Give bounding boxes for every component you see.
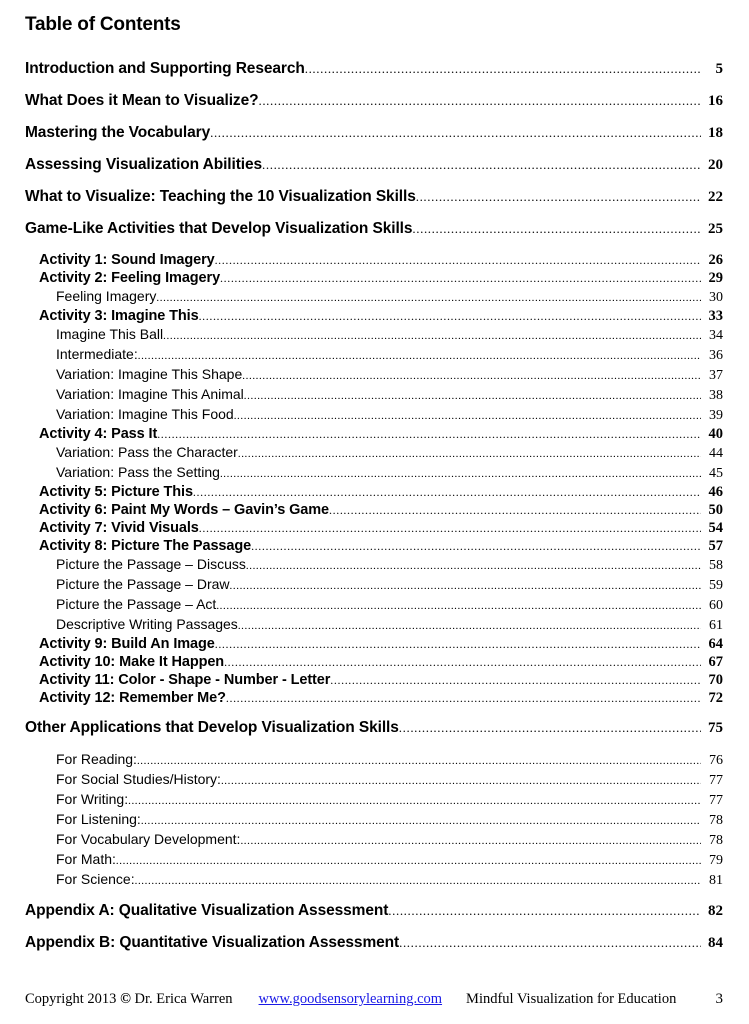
toc-leader-dots: [138, 351, 701, 365]
toc-leader-dots: [262, 158, 701, 174]
toc-entry[interactable]: [25, 934, 723, 952]
toc-entry-page-number: 75: [708, 720, 723, 736]
toc-entry-label: Activity 12: Remember Me?: [39, 690, 226, 706]
toc-entry-label: Activity 11: Color - Shape - Number - Letter: [39, 672, 331, 688]
toc-entry[interactable]: [25, 252, 723, 269]
toc-leader-dots: [242, 371, 701, 385]
toc-entry[interactable]: [25, 556, 723, 575]
toc-entry-page-number: 30: [709, 290, 723, 305]
toc-entry[interactable]: [25, 654, 723, 671]
toc-entry[interactable]: [25, 791, 723, 810]
toc-entry-page-number: 44: [709, 446, 723, 461]
toc-entry-label: For Listening:: [56, 811, 141, 827]
toc-entry-label: Descriptive Writing Passages: [56, 616, 238, 632]
toc-entry-label: Introduction and Supporting Research: [25, 60, 305, 77]
toc-leader-dots: [157, 428, 701, 443]
toc-entry[interactable]: [25, 308, 723, 325]
toc-entry[interactable]: [25, 60, 723, 78]
toc-entry[interactable]: [25, 811, 723, 830]
toc-entry-label: What Does it Mean to Visualize?: [25, 92, 259, 109]
toc-entry-label: Appendix B: Quantitative Visualization Assessment: [25, 934, 400, 951]
toc-entry-page-number: 46: [708, 484, 723, 500]
toc-entry-label: Activity 7: Vivid Visuals: [39, 520, 199, 536]
toc-leader-dots: [305, 62, 701, 78]
toc-entry-label: Game-Like Activities that Develop Visualization Skills: [25, 220, 413, 237]
toc-leader-dots: [215, 638, 701, 653]
toc-leader-dots: [116, 856, 701, 870]
toc-entry[interactable]: [25, 220, 723, 238]
toc-entry[interactable]: [25, 672, 723, 689]
copyright-icon: ©: [120, 991, 131, 1007]
toc-entry-page-number: 82: [708, 903, 723, 919]
toc-entry[interactable]: [25, 464, 723, 483]
toc-entry[interactable]: [25, 520, 723, 537]
book-title: Mindful Visualization for Education: [466, 991, 677, 1007]
toc-entry-label: Activity 6: Paint My Words – Gavin’s Game: [39, 502, 330, 518]
table-of-contents-list: [25, 60, 723, 952]
toc-leader-dots: [226, 692, 701, 707]
toc-leader-dots: [220, 272, 701, 287]
toc-entry[interactable]: [25, 366, 723, 385]
toc-entry-page-number: 33: [708, 308, 723, 324]
toc-entry-label: Imagine This Ball: [56, 326, 164, 342]
toc-entry-label: Picture the Passage – Act: [56, 596, 217, 612]
page-title: Table of Contents: [25, 14, 181, 35]
toc-entry-page-number: 61: [709, 618, 723, 633]
toc-leader-dots: [135, 876, 701, 890]
toc-entry[interactable]: [25, 771, 723, 790]
toc-entry-page-number: 26: [708, 252, 723, 268]
toc-entry-label: Picture the Passage – Discuss: [56, 556, 246, 572]
toc-entry-page-number: 77: [709, 773, 723, 788]
toc-entry[interactable]: [25, 124, 723, 142]
toc-entry-page-number: 5: [715, 61, 723, 77]
toc-entry-label: Other Applications that Develop Visualization Skills: [25, 719, 399, 736]
toc-entry-page-number: 59: [709, 578, 723, 593]
footer-page-number: 3: [715, 991, 723, 1007]
toc-entry-label: Feeling Imagery: [56, 288, 157, 304]
toc-entry-page-number: 39: [709, 408, 723, 423]
toc-entry[interactable]: [25, 406, 723, 425]
website-link[interactable]: www.goodsensorylearning.com: [258, 991, 443, 1007]
toc-entry-page-number: 60: [709, 598, 723, 613]
toc-entry-page-number: 67: [708, 654, 723, 670]
toc-entry[interactable]: [25, 719, 723, 737]
toc-entry-label: For Vocabulary Development:: [56, 831, 241, 847]
toc-entry-page-number: 76: [709, 753, 723, 768]
toc-entry-label: Assessing Visualization Abilities: [25, 156, 263, 173]
toc-entry-label: Variation: Imagine This Animal: [56, 386, 244, 402]
toc-entry-label: Variation: Pass the Character: [56, 444, 238, 460]
toc-leader-dots: [210, 126, 701, 142]
toc-entry-page-number: 77: [709, 793, 723, 808]
toc-entry[interactable]: [25, 636, 723, 653]
toc-entry[interactable]: [25, 502, 723, 519]
toc-entry-page-number: 50: [708, 502, 723, 518]
toc-entry-page-number: 81: [709, 873, 723, 888]
toc-entry[interactable]: [25, 831, 723, 850]
toc-entry-label: Picture the Passage – Draw: [56, 576, 230, 592]
toc-leader-dots: [330, 674, 701, 689]
toc-entry[interactable]: [25, 616, 723, 635]
toc-entry-label: What to Visualize: Teaching the 10 Visualization Skills: [25, 188, 416, 205]
toc-entry-page-number: 78: [709, 813, 723, 828]
toc-leader-dots: [399, 936, 701, 952]
toc-leader-dots: [240, 836, 701, 850]
toc-entry-page-number: 54: [708, 520, 723, 536]
toc-leader-dots: [258, 94, 701, 110]
toc-entry[interactable]: [25, 444, 723, 463]
toc-entry[interactable]: [25, 484, 723, 501]
toc-leader-dots: [163, 331, 701, 345]
toc-leader-dots: [388, 904, 701, 920]
toc-leader-dots: [234, 411, 701, 425]
toc-leader-dots: [230, 581, 701, 595]
toc-leader-dots: [128, 796, 701, 810]
toc-entry[interactable]: [25, 326, 723, 345]
toc-entry[interactable]: [25, 346, 723, 365]
toc-entry[interactable]: [25, 270, 723, 287]
toc-leader-dots: [224, 656, 701, 671]
copyright-notice: Copyright 2013 © Dr. Erica Warren: [25, 991, 233, 1007]
toc-leader-dots: [416, 190, 701, 206]
toc-leader-dots: [156, 293, 701, 307]
toc-entry[interactable]: [25, 751, 723, 770]
toc-entry[interactable]: [25, 851, 723, 870]
toc-entry-label: Activity 10: Make It Happen: [39, 654, 225, 670]
toc-entry-label: Activity 9: Build An Image: [39, 636, 215, 652]
toc-entry-label: Variation: Imagine This Shape: [56, 366, 243, 382]
toc-entry-page-number: 16: [708, 93, 723, 109]
toc-entry-label: Activity 4: Pass It: [39, 426, 158, 442]
toc-leader-dots: [199, 310, 701, 325]
toc-entry-label: Activity 5: Picture This: [39, 484, 193, 500]
toc-entry-label: Activity 2: Feeling Imagery: [39, 270, 221, 286]
toc-leader-dots: [246, 561, 701, 575]
toc-entry-page-number: 34: [709, 328, 723, 343]
toc-entry-page-number: 78: [709, 833, 723, 848]
toc-leader-dots: [238, 621, 701, 635]
toc-leader-dots: [193, 486, 701, 501]
toc-entry[interactable]: [25, 288, 723, 307]
toc-entry[interactable]: [25, 188, 723, 206]
toc-entry[interactable]: [25, 538, 723, 555]
toc-entry[interactable]: [25, 596, 723, 615]
toc-entry-page-number: 72: [708, 690, 723, 706]
toc-entry[interactable]: [25, 156, 723, 174]
toc-entry-page-number: 20: [708, 157, 723, 173]
toc-entry[interactable]: [25, 902, 723, 920]
toc-leader-dots: [220, 469, 701, 483]
toc-entry-page-number: 38: [709, 388, 723, 403]
toc-entry-page-number: 40: [708, 426, 723, 442]
toc-leader-dots: [199, 522, 701, 537]
toc-entry-label: Intermediate:: [56, 346, 138, 362]
toc-entry[interactable]: [25, 386, 723, 405]
toc-entry-page-number: 29: [708, 270, 723, 286]
toc-entry-page-number: 64: [708, 636, 723, 652]
page-footer: [25, 991, 723, 1008]
toc-entry[interactable]: [25, 576, 723, 595]
toc-leader-dots: [216, 601, 701, 615]
toc-entry-page-number: 70: [708, 672, 723, 688]
toc-entry-label: Variation: Imagine This Food: [56, 406, 234, 422]
toc-entry-label: For Social Studies/History:: [56, 771, 221, 787]
toc-entry-page-number: 58: [709, 558, 723, 573]
toc-entry-label: Activity 1: Sound Imagery: [39, 252, 215, 268]
toc-entry[interactable]: [25, 426, 723, 443]
toc-entry-page-number: 25: [708, 221, 723, 237]
toc-entry-page-number: 22: [708, 189, 723, 205]
toc-entry-label: For Writing:: [56, 791, 129, 807]
toc-leader-dots: [251, 540, 701, 555]
toc-leader-dots: [215, 254, 701, 269]
toc-entry[interactable]: [25, 690, 723, 707]
toc-entry-page-number: 18: [708, 125, 723, 141]
toc-entry[interactable]: [25, 871, 723, 890]
toc-entry-page-number: 84: [708, 935, 723, 951]
toc-leader-dots: [141, 816, 701, 830]
toc-entry-label: Activity 8: Picture The Passage: [39, 538, 252, 554]
toc-entry-label: For Science:: [56, 871, 135, 887]
toc-leader-dots: [329, 504, 701, 519]
toc-entry-page-number: 37: [709, 368, 723, 383]
toc-entry-page-number: 36: [709, 348, 723, 363]
toc-entry-label: For Reading:: [56, 751, 137, 767]
toc-entry-page-number: 45: [709, 466, 723, 481]
toc-leader-dots: [399, 721, 701, 737]
toc-entry-label: Activity 3: Imagine This: [39, 308, 199, 324]
toc-entry-page-number: 57: [708, 538, 723, 554]
toc-leader-dots: [244, 391, 701, 405]
toc-entry-label: Variation: Pass the Setting: [56, 464, 220, 480]
toc-entry-label: Mastering the Vocabulary: [25, 124, 211, 141]
toc-entry-page-number: 79: [709, 853, 723, 868]
toc-leader-dots: [137, 756, 701, 770]
toc-leader-dots: [412, 222, 701, 238]
toc-leader-dots: [221, 776, 701, 790]
toc-entry-label: Appendix A: Qualitative Visualization Assessment: [25, 902, 389, 919]
toc-leader-dots: [238, 449, 701, 463]
toc-entry[interactable]: [25, 92, 723, 110]
toc-entry-label: For Math:: [56, 851, 116, 867]
